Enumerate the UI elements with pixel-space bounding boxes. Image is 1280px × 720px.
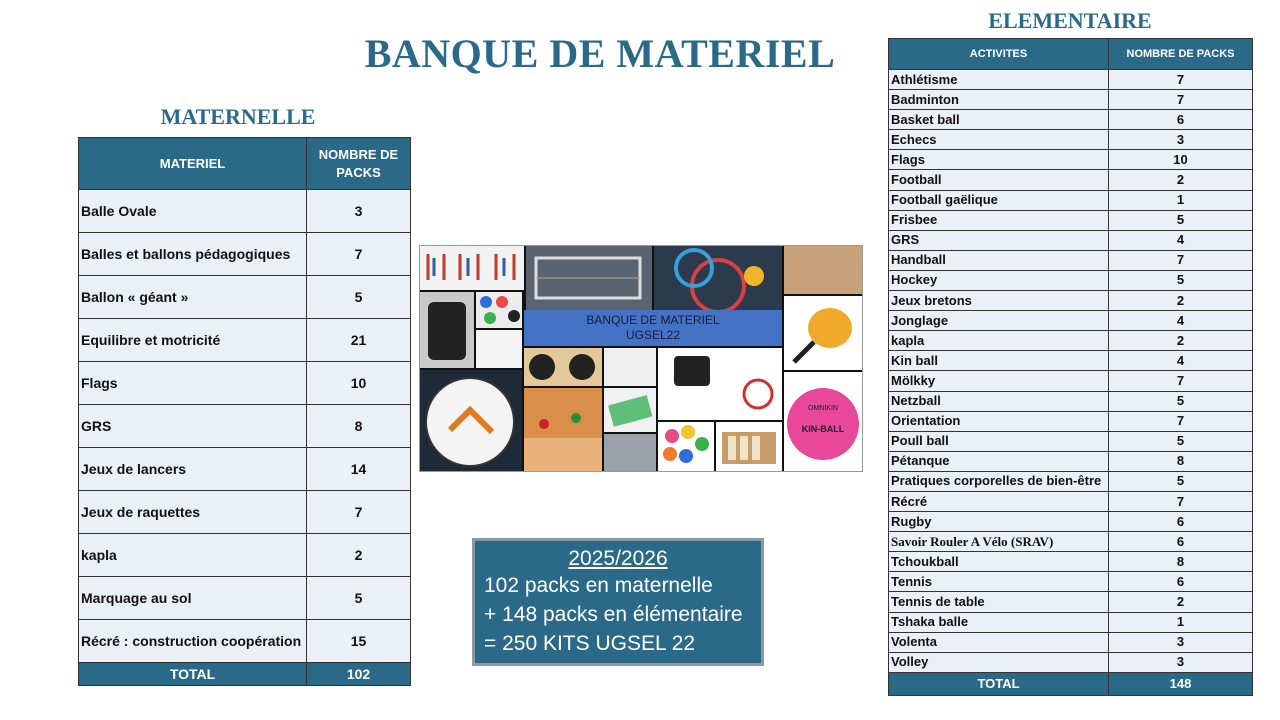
table-row (889, 150, 1253, 170)
row-packs: 4 (1109, 351, 1253, 371)
row-name: Tchoukball (889, 552, 1109, 572)
total-row (79, 663, 411, 686)
table-row (889, 552, 1253, 572)
row-name: Pratiques corporelles de bien-être (889, 471, 1109, 491)
discs-photo (658, 422, 714, 471)
row-name: Equilibre et motricité (79, 319, 307, 362)
row-packs: 10 (307, 362, 411, 405)
row-name: Volley (889, 652, 1109, 672)
row-name: Orientation (889, 411, 1109, 431)
banner-line-1: BANQUE DE MATERIEL (586, 313, 720, 327)
table-row (889, 270, 1253, 290)
row-name: Netzball (889, 391, 1109, 411)
column-header-activites: ACTIVITES (889, 39, 1109, 70)
summary-line-total: = 250 KITS UGSEL 22 (484, 632, 696, 655)
row-packs: 5 (1109, 270, 1253, 290)
row-name: Ballon « géant » (79, 276, 307, 319)
table-row (79, 448, 411, 491)
row-name: Jeux de lancers (79, 448, 307, 491)
table-row (889, 431, 1253, 451)
net-photo (604, 434, 656, 471)
row-name: Tennis (889, 572, 1109, 592)
table-row (889, 652, 1253, 672)
row-packs: 7 (307, 233, 411, 276)
table-row (889, 532, 1253, 552)
row-packs: 6 (1109, 572, 1253, 592)
total-label: TOTAL (79, 663, 307, 686)
row-packs: 7 (1109, 411, 1253, 431)
hurdles-photo (420, 246, 524, 290)
row-packs: 5 (1109, 431, 1253, 451)
row-name: Pétanque (889, 451, 1109, 471)
row-packs: 4 (1109, 230, 1253, 250)
row-name: kapla (889, 331, 1109, 351)
row-name: Récré (889, 491, 1109, 511)
equipment-photo-collage (419, 245, 863, 472)
banner-line-2: UGSEL22 (625, 328, 681, 342)
page-title: BANQUE DE MATERIEL (364, 31, 836, 76)
table-row (79, 276, 411, 319)
row-packs: 5 (1109, 471, 1253, 491)
table-row (889, 451, 1253, 471)
sticks-photo (476, 330, 522, 368)
table-row (889, 130, 1253, 150)
row-name: Badminton (889, 90, 1109, 110)
row-name: Balles et ballons pédagogiques (79, 233, 307, 276)
row-name: Balle Ovale (79, 190, 307, 233)
summary-year: 2025/2026 (568, 547, 668, 570)
maternelle-table (78, 137, 411, 686)
row-packs: 10 (1109, 150, 1253, 170)
row-packs: 6 (1109, 110, 1253, 130)
row-packs: 6 (1109, 532, 1253, 552)
row-packs: 7 (1109, 250, 1253, 270)
row-packs: 5 (307, 577, 411, 620)
row-packs: 7 (1109, 371, 1253, 391)
row-packs: 21 (307, 319, 411, 362)
row-name: Poull ball (889, 431, 1109, 451)
row-name: Marquage au sol (79, 577, 307, 620)
table-row (79, 319, 411, 362)
row-packs: 14 (307, 448, 411, 491)
ribbons-photo (604, 348, 656, 386)
row-name: Tshaka balle (889, 612, 1109, 632)
row-packs: 1 (1109, 612, 1253, 632)
row-packs: 2 (307, 534, 411, 577)
row-name: Volenta (889, 632, 1109, 652)
table-row (889, 351, 1253, 371)
kapla-photo (784, 246, 862, 294)
elementaire-heading: ELEMENTAIRE (988, 8, 1152, 33)
row-name: Tennis de table (889, 592, 1109, 612)
maternelle-heading: MATERNELLE (160, 104, 316, 129)
row-name: Frisbee (889, 210, 1109, 230)
summary-box (472, 538, 764, 666)
row-name: Handball (889, 250, 1109, 270)
table-header-row (889, 39, 1253, 70)
row-name: kapla (79, 534, 307, 577)
summary-line-elementaire: + 148 packs en élémentaire (484, 603, 743, 626)
crate-photo (716, 422, 782, 471)
table-row (889, 612, 1253, 632)
mat-photo (604, 388, 656, 432)
row-packs: 7 (307, 491, 411, 534)
row-name: Echecs (889, 130, 1109, 150)
row-packs: 2 (1109, 331, 1253, 351)
table-header-row (79, 138, 411, 190)
goal-frame-photo (526, 246, 652, 310)
table-row (889, 632, 1253, 652)
total-row (889, 672, 1253, 695)
row-packs: 3 (1109, 652, 1253, 672)
table-row (889, 190, 1253, 210)
row-packs: 1 (1109, 190, 1253, 210)
table-row (79, 190, 411, 233)
table-row (79, 405, 411, 448)
table-row (889, 170, 1253, 190)
row-packs: 2 (1109, 170, 1253, 190)
racket-photo (784, 296, 862, 370)
table-row (79, 491, 411, 534)
hoops-photo (654, 246, 782, 310)
row-name: Jeux de raquettes (79, 491, 307, 534)
row-name: Rugby (889, 512, 1109, 532)
collage-banner (524, 310, 782, 346)
table-row (889, 411, 1253, 431)
row-packs: 7 (1109, 90, 1253, 110)
table-row (889, 90, 1253, 110)
table-row (889, 471, 1253, 491)
row-packs: 8 (1109, 552, 1253, 572)
total-label: TOTAL (889, 672, 1109, 695)
table-row (889, 250, 1253, 270)
table-row (79, 577, 411, 620)
table-row (889, 331, 1253, 351)
row-packs: 3 (1109, 130, 1253, 150)
row-name: Jeux bretons (889, 291, 1109, 311)
row-name: Récré : construction coopération (79, 620, 307, 663)
row-packs: 2 (1109, 291, 1253, 311)
table-row (889, 230, 1253, 250)
kin-ball-brand: OMNIKIN (808, 405, 838, 412)
table-row (889, 70, 1253, 90)
row-name: Athlétisme (889, 70, 1109, 90)
row-name: Flags (889, 150, 1109, 170)
bag-2-photo (658, 348, 782, 420)
row-name: Basket ball (889, 110, 1109, 130)
table-row (889, 572, 1253, 592)
row-name: Flags (79, 362, 307, 405)
row-packs: 7 (1109, 70, 1253, 90)
column-header-packs: NOMBRE DE PACKS (1109, 39, 1253, 70)
row-name: Football (889, 170, 1109, 190)
column-header-packs: NOMBRE DE PACKS (307, 138, 411, 190)
elementaire-table (888, 38, 1253, 696)
table-row (79, 620, 411, 663)
row-name: GRS (79, 405, 307, 448)
row-name: Mölkky (889, 371, 1109, 391)
row-name: Jonglage (889, 311, 1109, 331)
row-packs: 8 (307, 405, 411, 448)
targets-photo (524, 348, 602, 386)
row-packs: 4 (1109, 311, 1253, 331)
row-packs: 2 (1109, 592, 1253, 612)
table-row (889, 371, 1253, 391)
summary-line-maternelle: 102 packs en maternelle (484, 574, 713, 597)
kin-ball-label: KIN-BALL (801, 424, 845, 434)
table-row (79, 233, 411, 276)
row-packs: 3 (1109, 632, 1253, 652)
row-packs: 6 (1109, 512, 1253, 532)
row-packs: 5 (1109, 391, 1253, 411)
total-value: 102 (307, 663, 411, 686)
row-packs: 7 (1109, 491, 1253, 511)
table-row (889, 291, 1253, 311)
table-row (889, 210, 1253, 230)
row-name: GRS (889, 230, 1109, 250)
table-row (889, 110, 1253, 130)
row-packs: 15 (307, 620, 411, 663)
kin-ball-photo (784, 372, 862, 471)
table-row (889, 491, 1253, 511)
row-name: Savoir Rouler A Vélo (SRAV) (889, 532, 1109, 552)
gym-photo (524, 388, 602, 471)
table-row (79, 362, 411, 405)
balls-photo (476, 292, 522, 328)
table-row (79, 534, 411, 577)
row-packs: 5 (307, 276, 411, 319)
total-value: 148 (1109, 672, 1253, 695)
football-photo (420, 370, 522, 471)
bag-photo (420, 292, 474, 368)
table-row (889, 391, 1253, 411)
table-row (889, 512, 1253, 532)
row-name: Hockey (889, 270, 1109, 290)
row-name: Kin ball (889, 351, 1109, 371)
column-header-materiel: MATERIEL (79, 138, 307, 190)
table-row (889, 311, 1253, 331)
row-packs: 5 (1109, 210, 1253, 230)
row-packs: 8 (1109, 451, 1253, 471)
table-row (889, 592, 1253, 612)
row-packs: 3 (307, 190, 411, 233)
row-name: Football gaëlique (889, 190, 1109, 210)
